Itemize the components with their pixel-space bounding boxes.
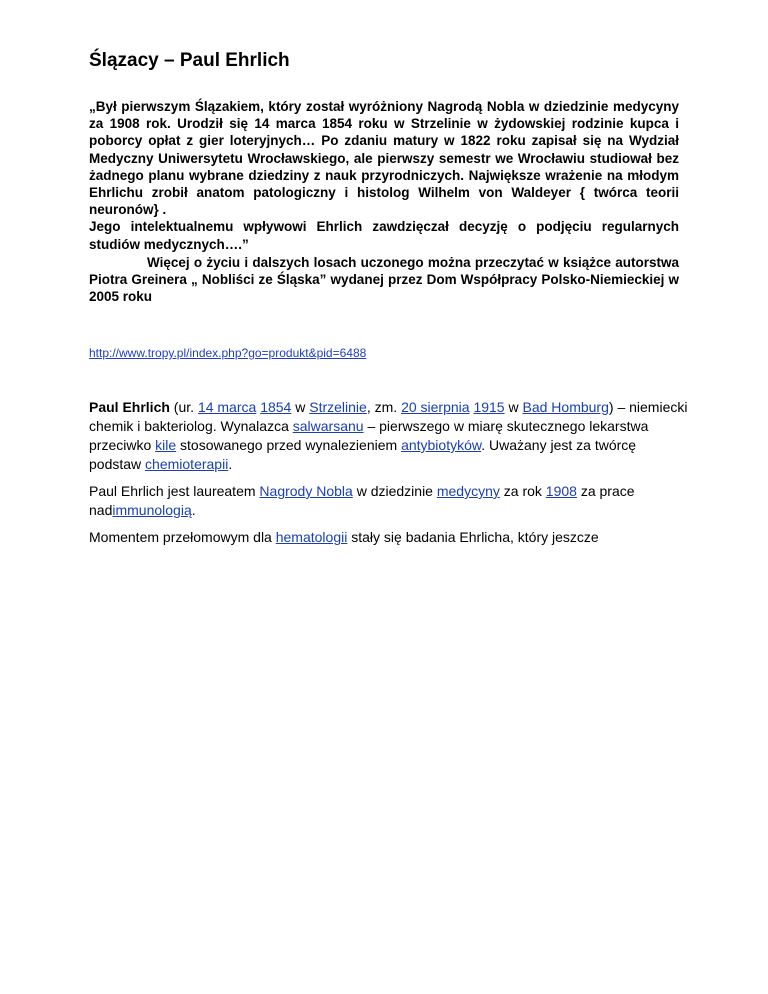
quote-paragraph-3: Więcej o życiu i dalszych losach uczonego można przeczytać w książce autorstwa Piotra Greinera „ Nobliści ze Śląska” wydanej przez Dom Współpracy Polsko-Niemieckiej w 2005 roku: [89, 254, 679, 305]
link-medycyna[interactable]: medycyny: [436, 483, 500, 499]
person-name: Paul Ehrlich: [89, 399, 170, 415]
link-kila[interactable]: kile: [155, 437, 177, 453]
bio-paragraph-3: [89, 528, 689, 547]
bio-section: [89, 398, 689, 555]
text: stosowanego przed wynalezieniem: [176, 437, 402, 453]
link-chemioterapia[interactable]: chemioterapii: [145, 456, 229, 472]
text: za rok: [499, 483, 546, 499]
text: w dziedzinie: [352, 483, 437, 499]
text: . Uważany jest za twórcę podstaw: [89, 437, 637, 472]
link-birth-day[interactable]: 14 marca: [197, 399, 257, 415]
link-antybiotyki[interactable]: antybiotyków: [401, 437, 482, 453]
link-birth-place[interactable]: Strzelinie: [309, 399, 367, 415]
quote-block: [89, 98, 679, 305]
text: (ur.: [169, 399, 198, 415]
quote-paragraph-2: Jego intelektualnemu wpływowi Ehrlich zawdzięczał decyzję o podjęciu regularnych studiów medycznych….”: [89, 219, 679, 252]
text: stały się badania Ehrlicha, który jeszcze: [347, 529, 599, 545]
link-nagroda-nobla[interactable]: Nagrody Nobla: [259, 483, 353, 499]
text: za prace nad: [89, 483, 635, 518]
link-immunologia[interactable]: immunologią: [112, 502, 192, 518]
link-death-year[interactable]: 1915: [473, 399, 505, 415]
text: w: [291, 399, 310, 415]
bio-paragraph-1: [89, 398, 689, 474]
source-url-link[interactable]: http://www.tropy.pl/index.php?go=produkt&pid=6488: [89, 346, 367, 360]
text: Momentem przełomowym dla: [89, 529, 276, 545]
text: .: [228, 456, 233, 472]
text: – pierwszego w miarę skutecznego lekarstwa przeciwko: [89, 418, 649, 453]
text: , zm.: [366, 399, 402, 415]
text: .: [191, 502, 196, 518]
bio-paragraph-2: [89, 482, 689, 520]
text: w: [504, 399, 523, 415]
link-salwarsan[interactable]: salwarsanu: [292, 418, 364, 434]
text: ) – niemiecki chemik i bakteriolog. Wynalazca: [89, 399, 688, 434]
link-birth-year[interactable]: 1854: [260, 399, 292, 415]
link-death-place[interactable]: Bad Homburg: [522, 399, 609, 415]
link-hematologia[interactable]: hematologii: [275, 529, 348, 545]
quote-paragraph-1: „Był pierwszym Ślązakiem, który został wyróżniony Nagrodą Nobla w dziedzinie medycyny za 1908 rok. Urodził się 14 marca 1854 roku w Strzelinie w żydowskiej rodzinie kupca i poborcy opłat z gier loteryjnych… Po zdaniu matury w 1822 roku zapisał się na Wydział Medyczny Uniwersytetu Wrocławskiego, ale pierwszy semestr we Wrocławiu studiował bez żadnego planu wybrane dziedziny z nauk przyrodniczych. Największe wrażenie na młodym Ehrlichu zrobił anatom patologiczny i histolog Wilhelm von Waldeyer { twórca teorii neuronów} .: [89, 99, 679, 218]
link-1908[interactable]: 1908: [545, 483, 577, 499]
page-title: Ślązacy – Paul Ehrlich: [89, 50, 290, 71]
link-death-day[interactable]: 20 sierpnia: [401, 399, 470, 415]
text: Paul Ehrlich jest laureatem: [89, 483, 260, 499]
